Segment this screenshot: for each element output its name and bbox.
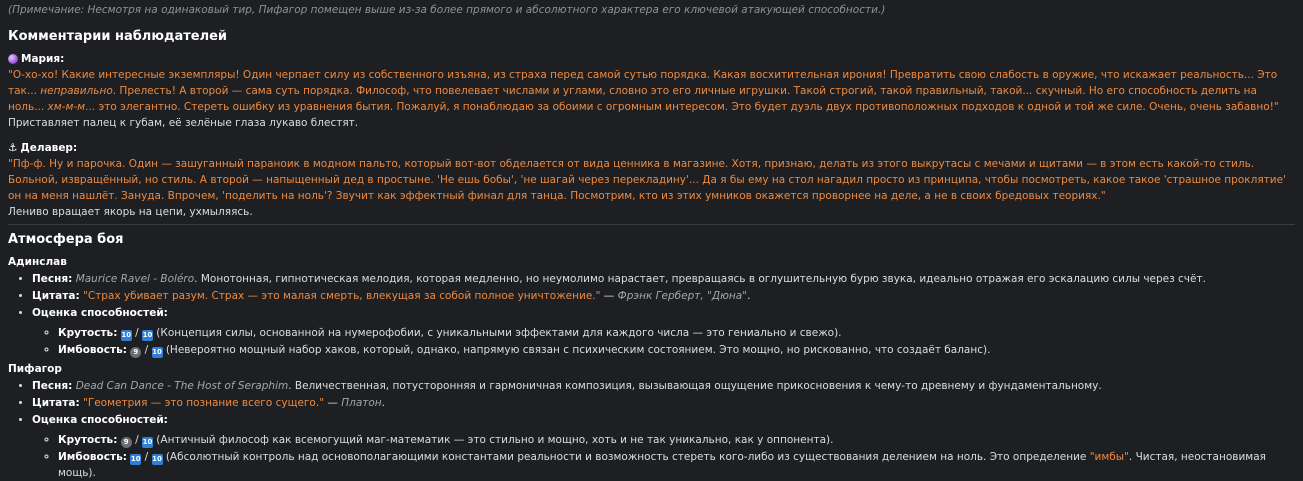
delaver-name: Делавер: [20,142,78,154]
adinslav-cool: ◦ Крутость: 10 / 10 (Концепция силы, основанной на нумерофобии, с уникальными эффектами для каждого числа — это гениально и свежо). [58,325,1295,341]
maria-comment [8,51,1295,131]
song-title: Maurice Ravel - Boléro [75,273,195,285]
adinslav-rating: • Оценка способностей: ◦ Крутость: 10 / 10 (Концепция силы, основанной на нумерофобии, с уникальными эффектами для каждого числа — это гениально и свежо). ◦ Имбовость: 9 / 10 (Невероятно мощный набор хаков, который, однако, напрямую связан с психическим состоянием. Это мощно, но рискованно, что создаёт баланс). [32,305,1295,358]
pythagoras-imba: ◦ Имбовость: 10 / 10 (Абсолютный контроль над основополагающими константами реальности и возможность стереть кого-либо из существования делением на ноль. Это определение "имбы". Чистая, неостановимая мощь). [58,449,1295,481]
crystal-ball-icon [8,54,18,64]
delaver-quote: "Пф-ф. Ну и парочка. Один — зашуганный параноик в модном пальто, который вот-вот обделается от вида ценника в магазине. Хотя, признаю, делать из этого выкрутасы с мечами и щитами — в этом есть какой-то стиль. Больной, извращённый, но стиль. А второй — напыщенный дед в простыне. 'Не ешь бобы', 'не шагай через перекладину'... Да я бы ему на стол нагадил просто из принципа, чтобы посмотреть, какое такое 'страшное проклятие' он на меня нашлёт. Зануда. Впрочем, 'поделить на ноль'? Звучит как эффектный финал для танца. Посмотрим, кто из этих умников окажется проворнее на деле, а не в своих бредовых теориях." [8,158,1286,202]
keycap-ten-icon: 10 [142,331,153,339]
maria-speaker [8,51,1295,67]
adinslav-song: • Песня: Maurice Ravel - Boléro. Монотонная, гипнотическая мелодия, которая медленно, но неумолимо нарастает, превращаясь в оглушительную бурю звука, идеально отражая его эскалацию силы через счёт. [32,271,1295,287]
maria-quote-emphasis1: неправильно [40,85,113,97]
keycap-ten-icon: 10 [130,455,141,463]
adinslav-quote: • Цитата: "Страх убивает разум. Страх — это малая смерть, влекущая за собой полное уничтожение." — Фрэнк Герберт, "Дюна". [32,288,1295,304]
divider [8,224,1295,225]
note-text: (Примечание: Несмотря на одинаковый тир, Пифагор помещен выше из-за более прямого и абсолютного характера его ключевой атакующей способности.) [8,4,886,16]
comments-heading: Комментарии наблюдателей [8,29,228,44]
delaver-action: Лениво вращает якорь на цепи, ухмыляясь. [8,206,253,218]
adinslav-imba: ◦ Имбовость: 9 / 10 (Невероятно мощный набор хаков, который, однако, напрямую связан с психическим состоянием. Это мощно, но рискованно, что создаёт баланс). [58,342,1295,358]
pythagoras-heading: Пифагор [8,363,62,375]
number-nine-icon: 9 [121,437,132,448]
keycap-ten-icon: 10 [152,348,162,356]
maria-quote-part2: . Прелесть! А второй — сама суть порядка. Философ, что повелевает числами и углами, словно это его личные игрушки. Такой строгий, такой правильный, такой... скучный. Но его способность делить на ноль... [8,85,1257,113]
maria-quote-part1: "О-хо-хо! Какие интересные экземпляры! Один черпает силу из собственного изъяна, из страха перед самой сутью порядка. Какая восхитительная ирония! Превратить свою слабость в оружие, что искажает реальность... Это так... [8,69,1278,97]
imba-highlight: "имбы" [1089,451,1129,463]
pythagoras-song: • Песня: Dead Can Dance - The Host of Seraphim. Величественная, потусторонняя и гармоничная композиция, вызывающая ощущение прикосновения к чему-то древнему и фундаментальному. [32,378,1295,394]
atmosphere-heading: Атмосфера боя [8,232,124,247]
maria-action: Приставляет палец к губам, её зелёные глаза лукаво блестят. [8,117,359,129]
delaver-speaker [8,140,1295,156]
maria-quote-emphasis2: хм-м-м [47,101,86,113]
keycap-ten-icon: 10 [152,455,162,463]
maria-quote-part3: ... это элегантно. Стереть ошибку из уравнения бытия. Пожалуй, я понаблюдаю за обоими с огромным интересом. Это будет дуэль двух противоположных подходов к одной и той же силе. Очень, очень забавно!" [85,101,1279,113]
anchor-icon: ⚓ [8,142,18,154]
pythagoras-cool: ◦ Крутость: 9 / 10 (Античный философ как всемогущий маг-математик — это стильно и мощно, хоть и не так уникально, как у оппонента). [58,432,1295,448]
adinslav-list [8,271,1295,358]
pythagoras-rating: • Оценка способностей: ◦ Крутость: 9 / 10 (Античный философ как всемогущий маг-математик — это стильно и мощно, хоть и не так уникально, как у оппонента). ◦ Имбовость: 10 / 10 (Абсолютный контроль над основополагающими константами реальности и возможность стереть кого-либо из существования делением на ноль. Это определение "имбы". Чистая, неостановимая мощь). [32,412,1295,481]
pythagoras-list [8,378,1295,481]
keycap-ten-icon: 10 [121,331,132,339]
maria-name: Мария: [21,53,65,65]
song-title: Dead Can Dance - The Host of Seraphim [75,380,289,392]
keycap-ten-icon: 10 [142,438,153,446]
number-nine-icon: 9 [130,347,141,358]
adinslav-heading: Адинслав [8,256,67,268]
pythagoras-quote: • Цитата: "Геометрия — это познание всего сущего." — Платон. [32,395,1295,411]
delaver-comment [8,140,1295,220]
maria-quote [8,67,1295,115]
